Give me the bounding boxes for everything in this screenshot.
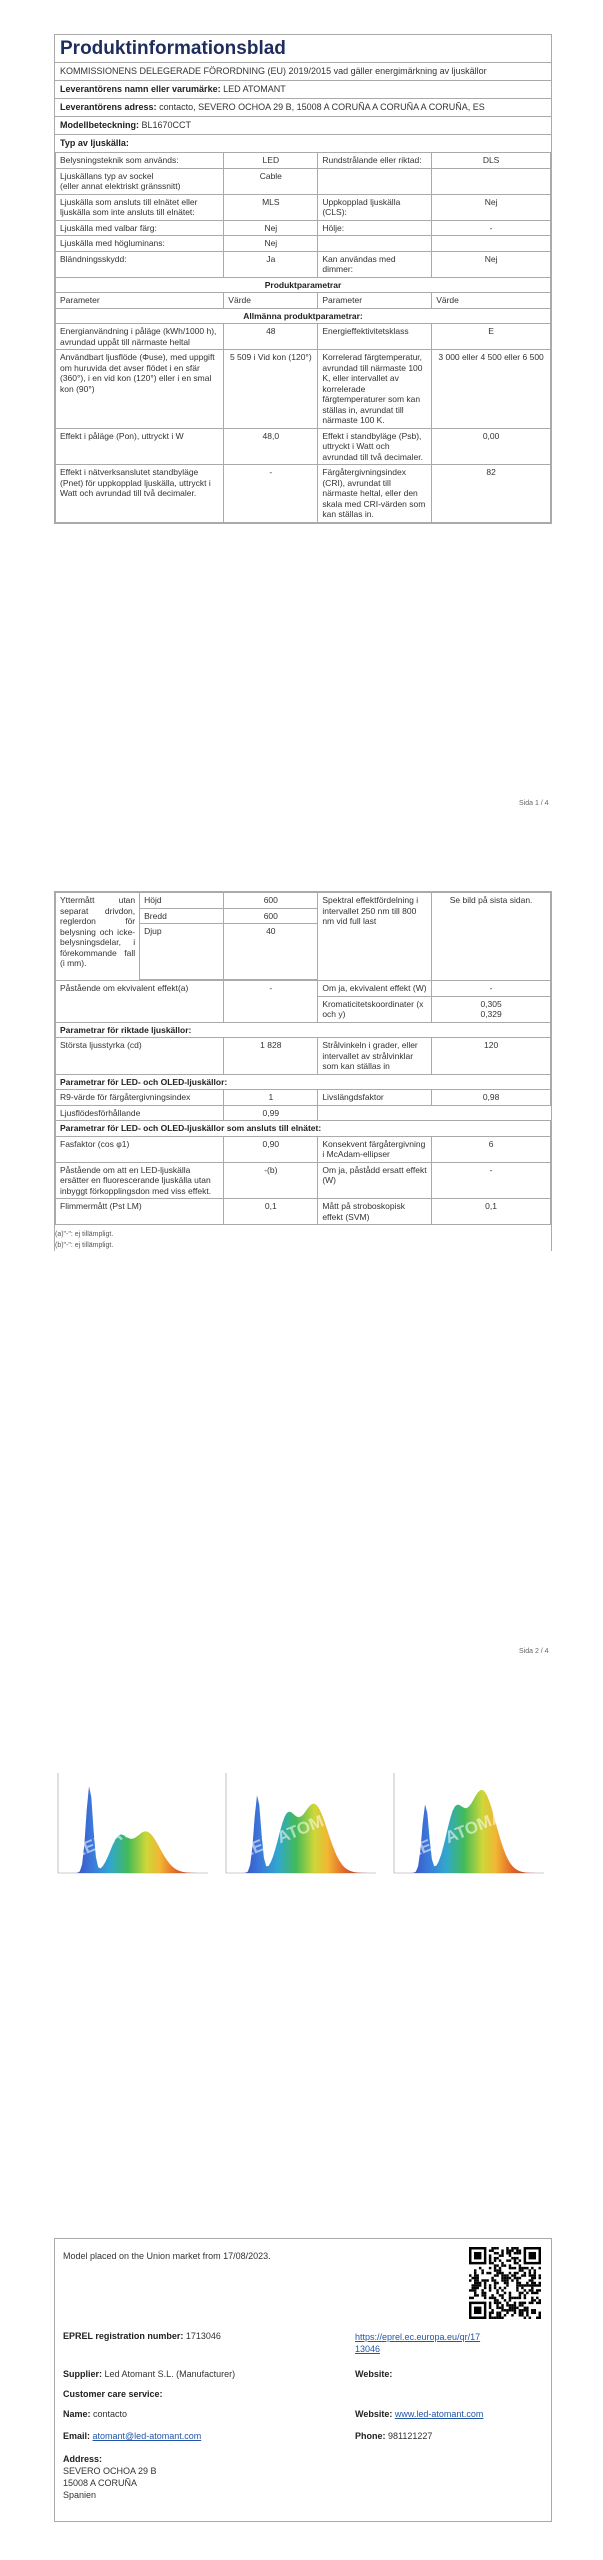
customer-care-label: Customer care service: bbox=[63, 2389, 163, 2399]
beam-angle-value: 120 bbox=[432, 1038, 551, 1075]
param-label: Ljuskälla med högluminans: bbox=[56, 236, 224, 252]
supplier-row bbox=[55, 81, 551, 99]
r9-label: R9-värde för färgåtergivningsindex bbox=[56, 1090, 224, 1106]
address-block bbox=[63, 2453, 157, 2501]
param-value: 0,00 bbox=[432, 428, 551, 465]
supplier-value: Led Atomant S.L. (Manufacturer) bbox=[104, 2369, 236, 2379]
param-value: 5 509 i Vid kon (120°) bbox=[224, 350, 318, 429]
param-label: Användbart ljusflöde (Φuse), med uppgift om huruvida det avser flödet i en sfär (360°), i en vid kon (120°) eller i en smal kon (90°) bbox=[56, 350, 224, 429]
replacement-yes-value: - bbox=[432, 1162, 551, 1199]
param-label: Effekt i standbyläge (Psb), uttryckt i Watt och avrundad till två decimaler. bbox=[318, 428, 432, 465]
dim-width-value: 600 bbox=[224, 908, 318, 924]
supplier-label: Leverantörens namn eller varumärke: bbox=[60, 84, 221, 94]
table-row bbox=[56, 153, 551, 169]
type-heading: Typ av ljuskälla: bbox=[60, 138, 129, 148]
page-number: Sida 2 / 4 bbox=[519, 1648, 549, 1655]
param-label: Bländningsskydd: bbox=[56, 251, 224, 277]
eprel-link[interactable] bbox=[355, 2331, 480, 2355]
page-number: Sida 1 / 4 bbox=[519, 800, 549, 807]
equivalent-power-value: - bbox=[224, 981, 318, 1023]
eprel-link-line-1[interactable]: https://eprel.ec.europa.eu/qr/17 bbox=[355, 2332, 481, 2342]
equivalent-yes-value: - bbox=[432, 981, 551, 997]
spectrum-chart bbox=[226, 1773, 376, 1873]
website-link[interactable]: www.led-atomant.com bbox=[394, 2409, 484, 2419]
dim-width-label: Bredd bbox=[140, 908, 224, 924]
param-value: Nej bbox=[224, 220, 318, 236]
col-header-param: Parameter bbox=[318, 293, 432, 309]
replacement-claim-value: -(b) bbox=[224, 1162, 318, 1199]
directional-heading: Parametrar för riktade ljuskällor: bbox=[56, 1022, 551, 1038]
param-label: Effekt i påläge (Pon), uttryckt i W bbox=[56, 428, 224, 465]
supplier-row bbox=[63, 2369, 235, 2379]
eprel-link-line-2[interactable]: 13046 bbox=[355, 2344, 381, 2354]
table-row bbox=[56, 194, 551, 220]
spectra-svg bbox=[52, 1765, 552, 1885]
product-info-sheet-page-2 bbox=[54, 891, 552, 1251]
model-label: Modellbeteckning: bbox=[60, 120, 140, 130]
table-row bbox=[56, 236, 551, 252]
equivalent-power-label bbox=[56, 981, 224, 1023]
footnote-b: (b)"-": ej tillämpligt. bbox=[55, 1242, 114, 1249]
spectral-distribution-images bbox=[52, 1765, 552, 1885]
name-value: contacto bbox=[93, 2409, 128, 2419]
col-header-value: Värde bbox=[224, 293, 318, 309]
regulation-text: KOMMISSIONENS DELEGERADE FÖRORDNING (EU) 2019/2015 vad gäller energimärkning av ljuskällor bbox=[55, 63, 551, 81]
supplier-label: Supplier: bbox=[63, 2369, 103, 2379]
param-label: Belysningsteknik som används: bbox=[56, 153, 224, 169]
param-value: DLS bbox=[432, 153, 551, 169]
param-label: Färgåtergivningsindex (CRI), avrundat till närmaste heltal, eller den skala med CRI-värden som kan ställas in. bbox=[318, 465, 432, 523]
col-header-param: Parameter bbox=[56, 293, 224, 309]
eprel-reg-label: EPREL registration number: bbox=[63, 2331, 184, 2341]
eprel-reg-value: 1713046 bbox=[185, 2331, 221, 2341]
table-row bbox=[56, 350, 551, 429]
lumen-maintenance-value: 0,99 bbox=[224, 1105, 318, 1121]
address-line-2: 15008 A CORUÑA bbox=[63, 2478, 138, 2488]
empty-cell bbox=[432, 1105, 551, 1121]
dim-height-label: Höjd bbox=[140, 893, 224, 909]
address-line-1: SEVERO OCHOA 29 B bbox=[63, 2466, 157, 2476]
beam-angle-label: Strålvinkeln i grader, eller intervallet av strålvinklar som kan ställas in bbox=[318, 1038, 432, 1075]
watermark-logo: LED ATOMANT bbox=[407, 1798, 527, 1862]
email-row bbox=[63, 2431, 201, 2441]
survival-factor-label: Livslängdsfaktor bbox=[318, 1090, 432, 1106]
param-label: Effekt i nätverksanslutet standbyläge (Pnet) för uppkopplad ljuskälla, uttryckt i Watt och avrundad till två decimaler. bbox=[56, 465, 224, 523]
product-info-sheet-page-1 bbox=[54, 34, 552, 524]
spectrum-chart bbox=[58, 1773, 208, 1873]
param-value: 3 000 eller 4 500 eller 6 500 bbox=[432, 350, 551, 429]
flicker-value: 0,1 bbox=[224, 1199, 318, 1225]
chromaticity-label: Kromaticitetskoordinater (x och y) bbox=[318, 996, 432, 1022]
supplier-value: LED ATOMANT bbox=[223, 84, 286, 94]
footnote-a: (a)"-": ej tillämpligt. bbox=[55, 1231, 114, 1238]
light-source-type-table bbox=[55, 152, 551, 523]
qr-code-icon[interactable] bbox=[469, 2247, 541, 2319]
flicker-label: Flimmermått (Pst LM) bbox=[56, 1199, 224, 1225]
param-value: Nej bbox=[432, 194, 551, 220]
website-row bbox=[355, 2409, 483, 2419]
param-label bbox=[318, 236, 432, 252]
macadam-label: Konsekvent färgåtergivning i McAdam-ellipser bbox=[318, 1136, 432, 1162]
model-row bbox=[55, 117, 551, 135]
lumen-maintenance-label: Ljusflödesförhållande bbox=[56, 1105, 224, 1121]
param-label: Rundstrålande eller riktad: bbox=[318, 153, 432, 169]
replacement-claim-label: Påstående om att en LED-ljuskälla ersätter en fluorescerande ljuskälla utan inbyggt förkopplingsdon med viss effekt. bbox=[56, 1162, 224, 1199]
param-label: Ljuskälla med valbar färg: bbox=[56, 220, 224, 236]
stroboscopic-value: 0,1 bbox=[432, 1199, 551, 1225]
table-row bbox=[56, 168, 551, 194]
param-value: MLS bbox=[224, 194, 318, 220]
name-label: Name: bbox=[63, 2409, 91, 2419]
watermark-logo: LED ATOMANT bbox=[71, 1798, 191, 1862]
param-label: Uppkopplad ljuskälla (CLS): bbox=[318, 194, 432, 220]
power-factor-label: Fasfaktor (cos φ1) bbox=[56, 1136, 224, 1162]
equivalent-yes-label: Om ja, ekvivalent effekt (W) bbox=[318, 981, 432, 997]
equivalent-power-label-text: Påstående om ekvivalent effekt(a) bbox=[60, 983, 189, 993]
empty-cell bbox=[318, 1105, 432, 1121]
eprel-info-box bbox=[54, 2238, 552, 2522]
peak-intensity-label: Största ljusstyrka (cd) bbox=[56, 1038, 224, 1075]
param-value: Ja bbox=[224, 251, 318, 277]
table-row bbox=[56, 251, 551, 277]
param-value bbox=[432, 168, 551, 194]
survival-factor-value: 0,98 bbox=[432, 1090, 551, 1106]
table-row bbox=[56, 324, 551, 350]
param-value: 48,0 bbox=[224, 428, 318, 465]
param-value: Cable bbox=[224, 168, 318, 194]
website2-label: Website: bbox=[355, 2409, 393, 2419]
replacement-yes-label: Om ja, påstådd ersatt effekt (W) bbox=[318, 1162, 432, 1199]
spectral-value: Se bild på sista sidan. bbox=[432, 893, 551, 981]
page-title: Produktinformationsblad bbox=[55, 35, 551, 63]
param-label: Ljuskälla som ansluts till elnätet eller ljuskälla som inte ansluts till elnätet: bbox=[56, 194, 224, 220]
footnotes bbox=[55, 1229, 551, 1251]
param-label: Hölje: bbox=[318, 220, 432, 236]
dim-depth-label: Djup bbox=[140, 924, 224, 980]
param-value: LED bbox=[224, 153, 318, 169]
website-label: Website: bbox=[355, 2369, 393, 2379]
param-value: Nej bbox=[432, 251, 551, 277]
address-value: contacto, SEVERO OCHOA 29 B, 15008 A CORUÑA A CORUÑA A CORUÑA, ES bbox=[159, 102, 485, 112]
eprel-reg-row bbox=[63, 2331, 221, 2341]
product-params-heading: Produktparametrar bbox=[56, 277, 551, 293]
dim-height-value: 600 bbox=[224, 893, 318, 909]
phone-label: Phone: bbox=[355, 2431, 386, 2441]
params-table-page-2 bbox=[55, 892, 551, 1225]
param-label: Energianvändning i påläge (kWh/1000 h), avrundad uppåt till närmaste heltal bbox=[56, 324, 224, 350]
led-heading: Parametrar för LED- och OLED-ljuskällor: bbox=[56, 1074, 551, 1090]
param-label: Ljuskällans typ av sockel (eller annat elektriskt gränssnitt) bbox=[56, 168, 224, 194]
spectrum-chart bbox=[394, 1773, 544, 1873]
chromaticity-value: 0,305 0,329 bbox=[432, 996, 551, 1022]
email-label: Email: bbox=[63, 2431, 91, 2441]
param-value: - bbox=[432, 220, 551, 236]
stroboscopic-label: Mått på stroboskopisk effekt (SVM) bbox=[318, 1199, 432, 1225]
param-value: Nej bbox=[224, 236, 318, 252]
email-link[interactable]: atomant@led-atomant.com bbox=[92, 2431, 202, 2441]
phone-value: 981121227 bbox=[388, 2431, 433, 2441]
power-factor-value: 0,90 bbox=[224, 1136, 318, 1162]
address-label: Leverantörens adress: bbox=[60, 102, 157, 112]
dimensions-label: Yttermått utan separat drivdon, reglerdon för belysning och icke-belysningsdelar, i förekommande fall (i mm). bbox=[56, 893, 140, 981]
table-row bbox=[56, 465, 551, 523]
dim-depth-value: 40 bbox=[224, 924, 318, 980]
table-row bbox=[56, 220, 551, 236]
param-value: 48 bbox=[224, 324, 318, 350]
param-label: Korrelerad färgtemperatur, avrundad till närmaste 100 K, eller intervallet av korrelerade färgtemperaturer som kan ställas in, avrundat till närmaste 100 K. bbox=[318, 350, 432, 429]
address-row bbox=[55, 99, 551, 117]
name-row bbox=[63, 2409, 127, 2419]
param-value: - bbox=[224, 465, 318, 523]
macadam-value: 6 bbox=[432, 1136, 551, 1162]
param-label bbox=[318, 168, 432, 194]
param-label: Kan användas med dimmer: bbox=[318, 251, 432, 277]
param-value bbox=[432, 236, 551, 252]
param-value: E bbox=[432, 324, 551, 350]
address-label: Address: bbox=[63, 2454, 103, 2464]
param-label: Energieffektivitetsklass bbox=[318, 324, 432, 350]
model-value: BL1670CCT bbox=[141, 120, 192, 130]
market-placement-text: Model placed on the Union market from 17/08/2023. bbox=[63, 2251, 271, 2261]
mains-heading: Parametrar för LED- och OLED-ljuskällor som ansluts till elnätet: bbox=[56, 1121, 551, 1137]
peak-intensity-value: 1 828 bbox=[224, 1038, 318, 1075]
col-header-value: Värde bbox=[432, 293, 551, 309]
spectral-label: Spektral effektfördelning i intervallet 250 nm till 800 nm vid full last bbox=[318, 893, 432, 981]
r9-value: 1 bbox=[224, 1090, 318, 1106]
param-value: 82 bbox=[432, 465, 551, 523]
address-line-3: Spanien bbox=[63, 2490, 97, 2500]
watermark-logo: LED ATOMANT bbox=[239, 1798, 359, 1862]
general-params-heading: Allmänna produktparametrar: bbox=[56, 308, 551, 324]
table-row bbox=[56, 428, 551, 465]
phone-row bbox=[355, 2431, 432, 2441]
